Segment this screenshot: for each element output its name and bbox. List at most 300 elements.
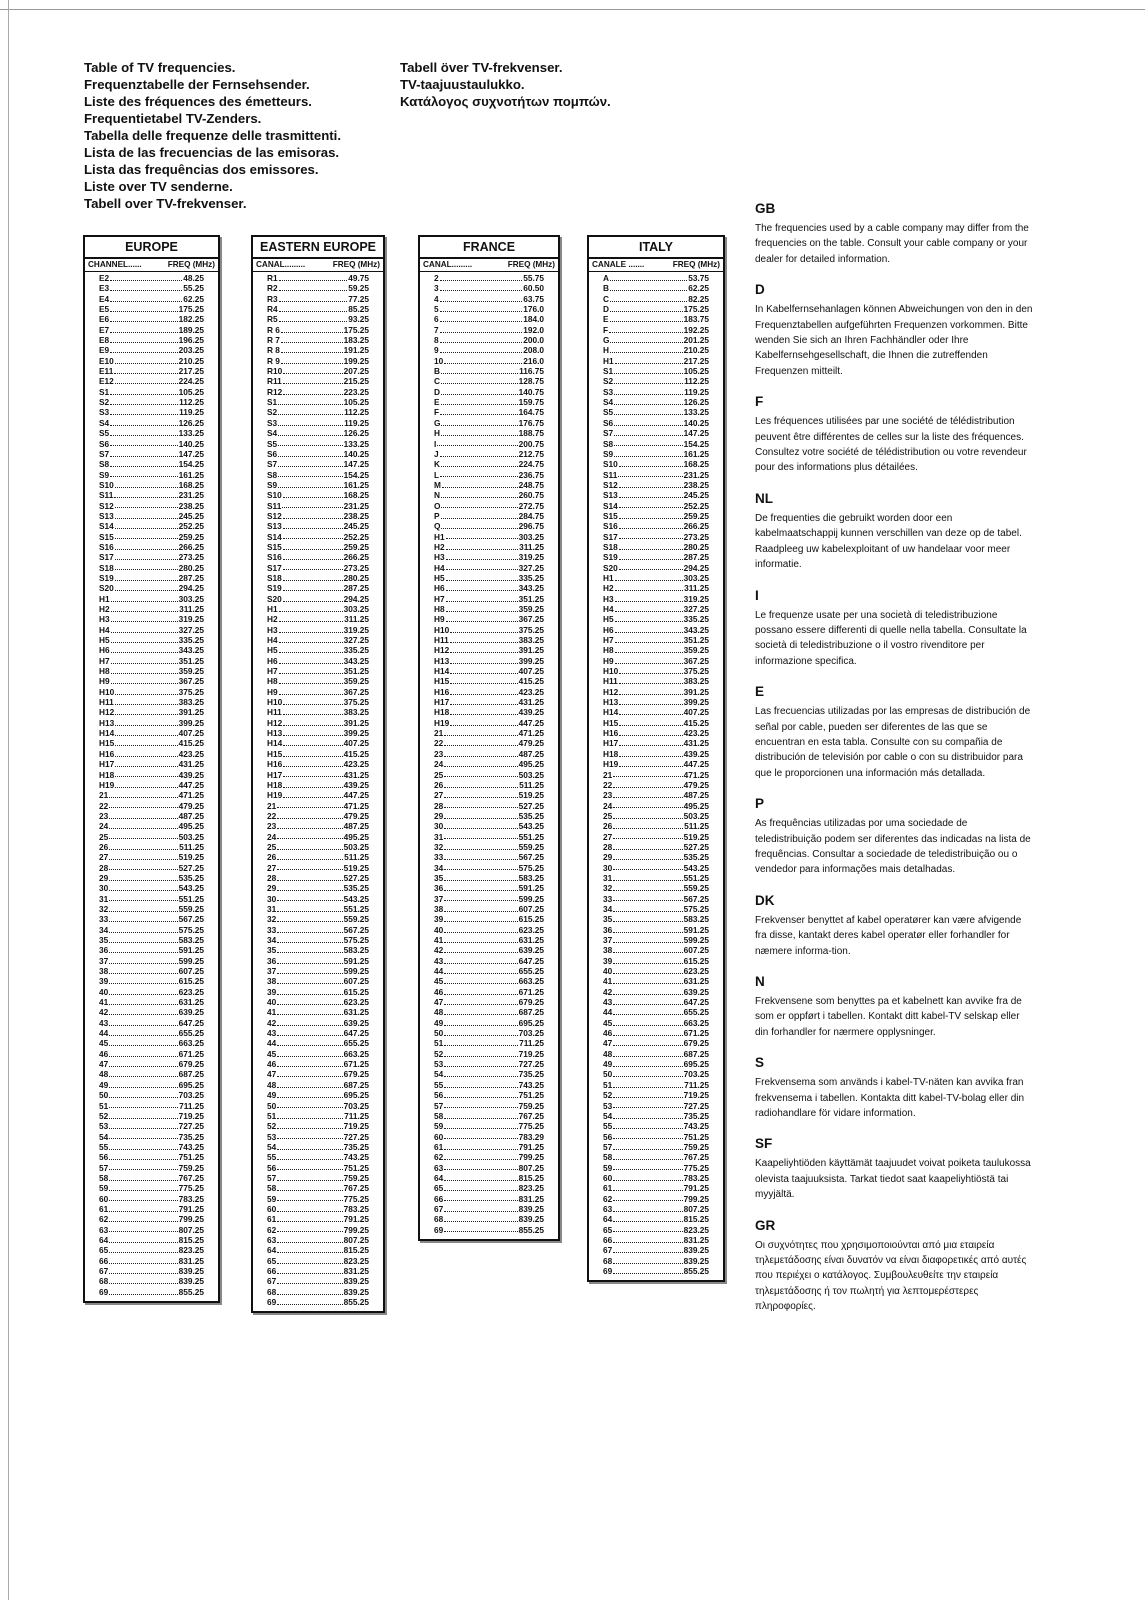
table-row — [603, 614, 709, 624]
table-row — [99, 863, 204, 873]
dot-leader — [444, 1152, 517, 1160]
channel-cell: 32 — [603, 883, 613, 894]
channel-cell: 63 — [603, 1203, 613, 1214]
dot-leader — [444, 832, 517, 840]
dot-leader — [613, 801, 682, 809]
frequency-cell: 383.25 — [518, 635, 544, 646]
dot-leader — [613, 1038, 682, 1046]
channel-cell: 53 — [603, 1100, 613, 1111]
channel-cell: 38 — [267, 976, 277, 987]
frequency-cell: 559.25 — [343, 914, 369, 925]
table-row — [603, 1204, 709, 1214]
dot-leader — [441, 418, 517, 426]
frequency-cell: 294.25 — [683, 562, 709, 573]
frequency-cell: 495.25 — [683, 800, 709, 811]
table-row — [603, 283, 709, 293]
frequency-cell: 527.25 — [683, 841, 709, 852]
table-row — [99, 1018, 204, 1028]
note-text: Frekvenser benyttet af kabel operatører kan være afvigende fra disse, kantakt deres kabel operatør eller forhandler for næmere informa-tion. — [755, 914, 1022, 957]
table-row — [434, 904, 544, 914]
channel-cell: S8 — [267, 469, 278, 480]
dot-leader — [109, 873, 177, 881]
dot-leader — [110, 418, 177, 426]
dot-leader — [279, 666, 343, 674]
table-row — [267, 1049, 369, 1059]
channel-cell: H18 — [434, 707, 450, 718]
dot-leader — [282, 501, 342, 509]
dot-leader — [277, 832, 342, 840]
frequency-cell: 839.25 — [178, 1266, 204, 1276]
frequency-cell: 343.25 — [178, 645, 204, 656]
frequency-cell: 280.25 — [178, 562, 204, 573]
channel-cell: N — [434, 490, 440, 501]
channel-cell: 33 — [99, 914, 109, 925]
table-row — [603, 573, 709, 583]
frequency-cell: 511.25 — [344, 852, 369, 863]
channel-cell: 61 — [603, 1183, 613, 1194]
channel-cell: 55 — [99, 1141, 109, 1152]
dot-leader — [613, 904, 682, 912]
table-header — [420, 259, 558, 272]
table-header — [85, 259, 218, 272]
frequency-cell: 791.25 — [343, 1214, 369, 1225]
dot-leader — [444, 821, 517, 829]
channel-cell: 65 — [603, 1224, 613, 1235]
dot-leader — [278, 439, 342, 447]
frequency-cell: 133.25 — [178, 428, 204, 439]
dot-leader — [613, 956, 682, 964]
table-row — [267, 904, 369, 914]
table-row — [434, 594, 544, 604]
channel-cell: H15 — [603, 717, 619, 728]
dot-leader — [279, 273, 348, 281]
frequency-cell: 359.25 — [343, 676, 369, 687]
dot-leader — [109, 1235, 177, 1243]
channel-cell: H17 — [603, 738, 619, 749]
column-header-channel: CANALE ....... — [592, 260, 645, 269]
dot-leader — [115, 511, 178, 519]
dot-leader — [109, 852, 177, 860]
dot-leader — [613, 1059, 682, 1067]
channel-cell: 25 — [434, 769, 444, 780]
channel-cell: H2 — [99, 604, 110, 614]
table-row — [434, 873, 544, 883]
frequency-cell: 359.25 — [683, 645, 709, 656]
channel-cell: 35 — [99, 935, 109, 945]
note-dk — [755, 892, 1035, 959]
frequency-cell: 855.25 — [343, 1297, 369, 1308]
frequency-cell: 607.25 — [343, 976, 369, 987]
dot-leader — [111, 645, 178, 653]
channel-cell: 40 — [434, 924, 444, 935]
frequency-cell: 48.25 — [183, 273, 204, 283]
title-line: Liste over TV senderne. — [84, 179, 233, 194]
table-row — [434, 738, 544, 748]
dot-leader — [109, 811, 177, 819]
table-row — [603, 1235, 709, 1245]
frequency-cell: 208.0 — [523, 345, 544, 356]
title-line: Table of TV frequencies. — [84, 60, 236, 75]
table-row — [434, 1183, 544, 1193]
frequency-cell: 767.25 — [343, 1183, 369, 1194]
dot-leader — [111, 625, 178, 633]
dot-leader — [283, 707, 343, 715]
dot-leader — [115, 501, 178, 509]
channel-cell: H16 — [99, 748, 115, 759]
dot-leader — [283, 780, 342, 788]
channel-cell: S18 — [267, 572, 282, 583]
frequency-cell: 799.25 — [683, 1193, 709, 1204]
dot-leader — [110, 314, 177, 322]
dot-leader — [450, 635, 518, 643]
frequency-cell: 423.25 — [178, 748, 204, 759]
channel-cell: S18 — [99, 562, 114, 573]
dot-leader — [277, 1132, 342, 1140]
frequency-cell: 479.25 — [343, 810, 369, 821]
dot-leader — [613, 832, 682, 840]
channel-cell: S13 — [603, 490, 618, 501]
table-row — [99, 1080, 204, 1090]
frequency-cell: 711.25 — [179, 1100, 204, 1111]
table-row — [434, 770, 544, 780]
frequency-cell: 599.25 — [683, 935, 709, 945]
table-row — [434, 1049, 544, 1059]
channel-cell: 61 — [99, 1203, 109, 1214]
channel-cell: 34 — [603, 903, 613, 914]
frequency-cell: 679.25 — [518, 997, 544, 1008]
channel-cell: 29 — [99, 872, 109, 883]
table-row — [434, 366, 544, 376]
dot-leader — [615, 583, 683, 591]
channel-cell: H — [603, 345, 609, 356]
table-header — [253, 259, 383, 272]
table-row — [267, 759, 369, 769]
table-row — [99, 1204, 204, 1214]
channel-cell: 62 — [434, 1152, 444, 1163]
frequency-cell: 471.25 — [683, 769, 709, 780]
table-row — [434, 863, 544, 873]
channel-cell: H14 — [603, 707, 619, 718]
frequency-cell: 259.25 — [343, 541, 369, 552]
frequency-cell: 711.25 — [344, 1110, 369, 1121]
frequency-cell: 551.25 — [518, 831, 544, 842]
table-row — [99, 594, 204, 604]
table-row — [267, 1245, 369, 1255]
frequency-cell: 799.25 — [178, 1214, 204, 1225]
frequency-cell: 112.25 — [179, 397, 204, 408]
channel-cell: 57 — [99, 1162, 109, 1173]
table-row — [603, 418, 709, 428]
frequency-cell: 615.25 — [518, 914, 544, 925]
table-title: ITALY — [589, 237, 723, 259]
table-row — [267, 687, 369, 697]
frequency-cell: 839.25 — [178, 1276, 204, 1287]
table-row — [434, 966, 544, 976]
table-row — [267, 325, 369, 335]
channel-cell: 21 — [603, 769, 613, 780]
dot-leader — [277, 1069, 342, 1077]
frequency-cell: 147.25 — [683, 428, 709, 439]
dot-leader — [450, 707, 517, 715]
note-language-code: F — [755, 394, 764, 410]
channel-cell: H6 — [603, 624, 614, 635]
table-row — [267, 987, 369, 997]
table-row — [99, 366, 204, 376]
frequency-cell: 807.25 — [518, 1162, 544, 1173]
frequency-cell: 116.75 — [519, 366, 544, 377]
frequency-cell: 471.25 — [343, 800, 369, 811]
titles-left — [84, 59, 341, 212]
dot-leader — [614, 407, 682, 415]
frequency-cell: 743.25 — [178, 1141, 204, 1152]
dot-leader — [115, 563, 178, 571]
channel-cell: 26 — [99, 841, 109, 852]
dot-leader — [277, 1173, 342, 1181]
table-row — [603, 1266, 709, 1276]
table-row — [99, 583, 204, 593]
table-row — [603, 801, 709, 811]
dot-leader — [283, 728, 342, 736]
channel-cell: 30 — [267, 893, 277, 904]
channel-cell: 57 — [267, 1172, 277, 1183]
channel-cell: S3 — [603, 386, 614, 397]
table-row — [603, 697, 709, 707]
channel-cell: 47 — [99, 1059, 109, 1070]
frequency-cell: 184.0 — [523, 314, 544, 325]
channel-cell: H6 — [434, 583, 445, 594]
frequency-cell: 53.75 — [688, 273, 709, 283]
table-row — [267, 645, 369, 655]
frequency-cell: 176.0 — [523, 304, 544, 315]
channel-cell: 56 — [434, 1090, 444, 1101]
channel-cell: S15 — [603, 510, 618, 521]
frequency-cell: 559.25 — [178, 903, 204, 914]
dot-leader — [614, 376, 683, 384]
table-row — [603, 1142, 709, 1152]
frequency-cell: 77.25 — [348, 293, 369, 304]
channel-cell: H1 — [603, 355, 614, 366]
dot-leader — [115, 552, 178, 560]
dot-leader — [281, 325, 343, 333]
dot-leader — [278, 397, 342, 405]
table-row — [99, 449, 204, 459]
table-row — [267, 883, 369, 893]
dot-leader — [613, 1225, 682, 1233]
channel-cell: H16 — [267, 759, 283, 770]
dot-leader — [277, 1018, 342, 1026]
channel-cell: 30 — [99, 883, 109, 894]
dot-leader — [610, 345, 683, 353]
dot-leader — [115, 728, 177, 736]
frequency-cell: 191.25 — [343, 345, 369, 356]
table-row — [434, 1142, 544, 1152]
dot-leader — [115, 707, 177, 715]
frequency-cell: 154.25 — [683, 438, 709, 449]
dot-leader — [110, 345, 177, 353]
title-line: Frequenztabelle der Fernsehsender. — [84, 77, 310, 92]
channel-cell: S19 — [603, 552, 618, 563]
channel-cell: E6 — [99, 314, 110, 325]
dot-leader — [279, 635, 343, 643]
frequency-cell: 695.25 — [683, 1059, 709, 1070]
frequency-cell: 287.25 — [178, 572, 204, 583]
frequency-cell: 719.25 — [178, 1110, 204, 1121]
frequency-cell: 119.25 — [344, 417, 369, 428]
dot-leader — [277, 883, 342, 891]
dot-leader — [619, 666, 682, 674]
frequency-cell: 273.25 — [343, 562, 369, 573]
frequency-cell: 182.25 — [178, 314, 204, 325]
frequency-cell: 133.25 — [343, 438, 369, 449]
dot-leader — [450, 625, 517, 633]
frequency-cell: 231.25 — [683, 469, 709, 480]
dot-leader — [279, 304, 348, 312]
table-row — [99, 625, 204, 635]
dot-leader — [450, 645, 517, 653]
dot-leader — [619, 521, 683, 529]
frequency-cell: 391.25 — [518, 645, 544, 656]
channel-cell: H4 — [603, 604, 614, 614]
dot-leader — [450, 687, 517, 695]
table-row — [434, 780, 544, 790]
frequency-cell: 133.25 — [683, 407, 709, 418]
frequency-cell: 567.25 — [518, 852, 544, 863]
channel-cell: H11 — [603, 676, 618, 687]
channel-cell: 27 — [434, 790, 444, 801]
dot-leader — [278, 459, 342, 467]
channel-cell: 67 — [603, 1245, 613, 1256]
channel-cell: 47 — [603, 1038, 613, 1049]
dot-leader — [109, 1018, 177, 1026]
title-line: Frequentietabel TV-Zenders. — [84, 111, 262, 126]
dot-leader — [613, 1018, 682, 1026]
frequency-cell: 551.25 — [343, 903, 369, 914]
table-row — [434, 428, 544, 438]
channel-cell: S10 — [99, 479, 114, 490]
table-row — [603, 594, 709, 604]
channel-cell: S12 — [99, 500, 114, 511]
dot-leader — [441, 397, 518, 405]
channel-cell: H5 — [434, 572, 445, 583]
dot-leader — [277, 925, 342, 933]
table-row — [99, 1235, 204, 1245]
channel-cell: Q — [434, 521, 441, 532]
channel-cell: S16 — [99, 541, 114, 552]
column-header-frequency: FREQ (MHz) — [672, 260, 720, 269]
channel-cell: 68 — [267, 1286, 277, 1297]
channel-cell: 54 — [603, 1110, 613, 1121]
table-row — [99, 521, 204, 531]
frequency-cell: 583.25 — [518, 872, 544, 883]
channel-cell: S13 — [267, 521, 282, 532]
dot-leader — [446, 604, 518, 612]
dot-leader — [450, 718, 517, 726]
dot-leader — [613, 842, 682, 850]
frequency-cell: 727.25 — [518, 1059, 544, 1070]
channel-cell: 57 — [434, 1100, 444, 1111]
channel-cell: S20 — [99, 583, 114, 594]
channel-cell: S5 — [99, 428, 110, 439]
title-line: Lista das frequências dos emissores. — [84, 162, 319, 177]
table-row — [603, 1194, 709, 1204]
table-row — [434, 283, 544, 293]
channel-cell: R5 — [267, 314, 278, 325]
frequency-cell: 839.25 — [518, 1214, 544, 1225]
dot-leader — [446, 594, 518, 602]
dot-leader — [444, 1080, 517, 1088]
dot-leader — [615, 594, 683, 602]
table-row — [267, 801, 369, 811]
frequency-cell: 175.25 — [343, 324, 369, 335]
channel-cell: 44 — [434, 966, 444, 977]
table-row — [99, 511, 204, 521]
channel-cell: 61 — [434, 1141, 444, 1152]
note-language-code: SF — [755, 1136, 773, 1152]
channel-cell: 23 — [603, 790, 613, 801]
table-row — [603, 1183, 709, 1193]
channel-cell: E — [603, 314, 609, 325]
table-row — [603, 945, 709, 955]
channel-cell: 22 — [603, 779, 613, 790]
channel-cell: H9 — [603, 655, 614, 666]
dot-leader — [115, 356, 178, 364]
channel-cell: 38 — [603, 945, 613, 956]
channel-cell: 64 — [99, 1234, 109, 1245]
frequency-cell: 615.25 — [343, 986, 369, 997]
dot-leader — [446, 614, 518, 622]
table-row — [267, 345, 369, 355]
channel-cell: 46 — [603, 1028, 613, 1039]
channel-cell: H14 — [99, 728, 115, 739]
table-row — [434, 1173, 544, 1183]
channel-cell: 24 — [434, 759, 444, 770]
table-row — [434, 625, 544, 635]
frequency-cell: 266.25 — [178, 541, 204, 552]
note-i — [755, 587, 1035, 670]
frequency-cell: 655.25 — [343, 1038, 369, 1049]
dot-leader — [613, 1080, 683, 1088]
dot-leader — [441, 376, 518, 384]
frequency-cell: 823.25 — [683, 1224, 709, 1235]
channel-cell: 43 — [434, 955, 444, 966]
dot-leader — [444, 749, 517, 757]
dot-leader — [618, 470, 682, 478]
frequency-cell: 639.25 — [178, 1007, 204, 1018]
frequency-cell: 49.75 — [348, 273, 369, 283]
dot-leader — [279, 283, 348, 291]
table-title: EASTERN EUROPE — [253, 237, 383, 259]
table-row — [434, 397, 544, 407]
table-body — [253, 272, 383, 1311]
table-row — [99, 728, 204, 738]
dot-leader — [440, 345, 523, 353]
table-row — [99, 676, 204, 686]
frequency-cell: 831.25 — [178, 1255, 204, 1266]
dot-leader — [110, 387, 177, 395]
dot-leader — [109, 1204, 177, 1212]
frequency-cell: 311.25 — [344, 614, 369, 625]
dot-leader — [277, 1163, 342, 1171]
frequency-cell: 223.25 — [343, 386, 369, 397]
note-text: The frequencies used by a cable company may differ from the frequencies on the table. Consult your cable company or your dealer for detailed information. — [755, 223, 1029, 265]
frequency-cell: 703.25 — [343, 1100, 369, 1111]
dot-leader — [444, 1049, 517, 1057]
dot-leader — [613, 966, 682, 974]
channel-cell: S7 — [267, 459, 278, 470]
channel-cell: 3 — [434, 283, 439, 294]
frequency-cell: 759.25 — [178, 1162, 204, 1173]
frequency-cell: 839.25 — [518, 1203, 544, 1214]
